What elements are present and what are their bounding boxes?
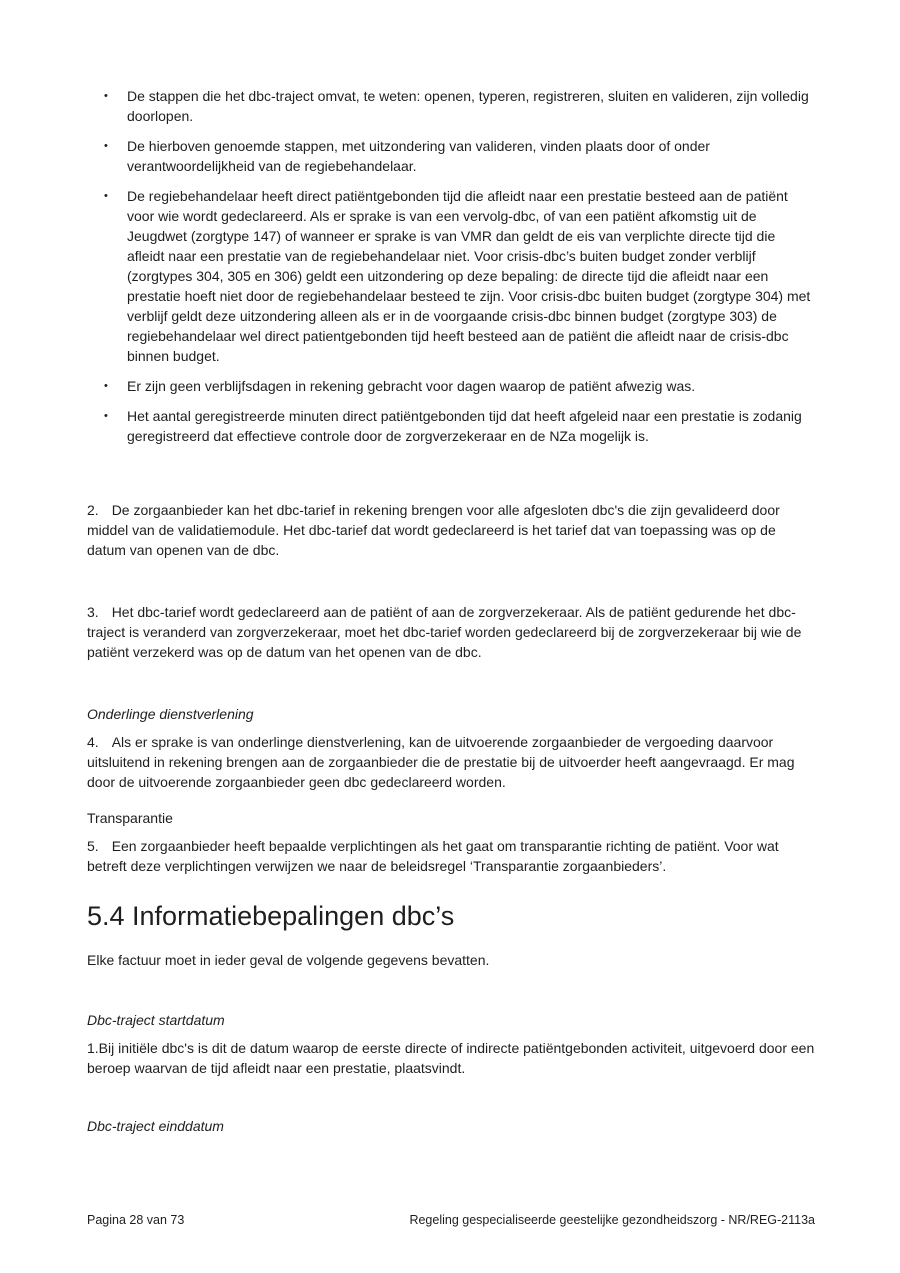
bullet-text: De regiebehandelaar heeft direct patiëntgebonden tijd die afleidt naar een prestatie besteed aan de patiënt voor wie wordt gedeclareerd. Als er sprake is van een vervolg-dbc, of van een patiënt afkomstig uit de Jeugdwet (zorgtype 147) of wanneer er sprake is van VMR dan geldt de eis van verplichte directe tijd die afleidt naar een prestatie van de regiebehandelaar niet. Voor crisis-dbc’s buiten budget zonder verblijf (zorgtypes 304, 305 en 306) geldt een uitzondering op deze bepaling: de directe tijd die afleidt naar een prestatie hoeft niet door de regiebehandelaar besteed te zijn. Voor crisis-dbc buiten budget (zorgtype 304) met verblijf geldt deze uitzondering alleen als er in de voorgaande crisis-dbc binnen budget (zorgtype 303) de regiebehandelaar wel direct patientgebonden tijd heeft besteed aan de patiënt die afleidt naar de crisis-dbc binnen budget. bbox=[127, 188, 811, 364]
bullet-list bbox=[87, 86, 815, 446]
subheading-onderlinge-dienstverlening: Onderlinge dienstverlening bbox=[87, 706, 254, 722]
paragraph-text: Een zorgaanbieder heeft bepaalde verplichtingen als het gaat om transparantie richting de patiënt. Voor wat betreft deze verplichtingen verwijzen we naar de beleidsregel ‘Transparantie zorgaanbieders’. bbox=[87, 838, 779, 874]
subheading-dbc-traject-startdatum: Dbc-traject startdatum bbox=[87, 1012, 225, 1028]
intro-paragraph: Elke factuur moet in ieder geval de volgende gegevens bevatten. bbox=[87, 952, 490, 968]
paragraph-number: 2. bbox=[87, 502, 99, 518]
paragraph-4 bbox=[87, 732, 815, 792]
list-item bbox=[87, 376, 815, 396]
bullet-icon: • bbox=[104, 190, 108, 202]
page-number-label: Pagina 28 van 73 bbox=[87, 1213, 185, 1227]
page-footer bbox=[87, 1212, 815, 1228]
paragraph-5 bbox=[87, 836, 815, 876]
bullet-icon: • bbox=[104, 90, 108, 102]
section-heading: 5.4 Informatiebepalingen dbc’s bbox=[87, 901, 455, 931]
list-item bbox=[87, 406, 815, 446]
paragraph-number: 3. bbox=[87, 604, 99, 620]
paragraph-number: 5. bbox=[87, 838, 99, 854]
bullet-icon: • bbox=[104, 410, 108, 422]
list-item bbox=[87, 186, 815, 366]
bullet-icon: • bbox=[104, 140, 108, 152]
bullet-text: Het aantal geregistreerde minuten direct patiëntgebonden tijd dat heeft afgeleid naar een prestatie is zodanig geregistreerd dat effectieve controle door de zorgverzekeraar en de NZa mogelijk is. bbox=[127, 408, 802, 444]
bullet-icon: • bbox=[104, 380, 108, 392]
paragraph-3 bbox=[87, 602, 815, 662]
paragraph-2 bbox=[87, 500, 815, 560]
paragraph-text: Als er sprake is van onderlinge dienstverlening, kan de uitvoerende zorgaanbieder de vergoeding daarvoor uitsluitend in rekening brengen aan de zorgaanbieder die de prestatie bij de uitvoerder heeft aangevraagd. Er mag door de uitvoerende zorgaanbieder geen dbc gedeclareerd worden. bbox=[87, 734, 795, 790]
subheading-dbc-traject-einddatum: Dbc-traject einddatum bbox=[87, 1118, 224, 1134]
paragraph-number: 4. bbox=[87, 734, 99, 750]
paragraph-text: De zorgaanbieder kan het dbc-tarief in rekening brengen voor alle afgesloten dbc's die zijn gevalideerd door middel van de validatiemodule. Het dbc-tarief dat wordt gedeclareerd is het tarief dat van toepassing was op de datum van openen van de dbc. bbox=[87, 502, 780, 558]
bullet-text: De stappen die het dbc-traject omvat, te weten: openen, typeren, registreren, sluiten en valideren, zijn volledig doorlopen. bbox=[127, 88, 809, 124]
document-reference: Regeling gespecialiseerde geestelijke gezondheidszorg - NR/REG-2113a bbox=[409, 1213, 815, 1227]
bullet-text: Er zijn geen verblijfsdagen in rekening gebracht voor dagen waarop de patiënt afwezig was. bbox=[127, 378, 696, 394]
paragraph-text: Het dbc-tarief wordt gedeclareerd aan de patiënt of aan de zorgverzekeraar. Als de patiënt gedurende het dbc-traject is veranderd van zorgverzekeraar, moet het dbc-tarief worden gedeclareerd bij de zorgverzekeraar bij wie de patiënt verzekerd was op de datum van het openen van de dbc. bbox=[87, 604, 802, 660]
bullet-text: De hierboven genoemde stappen, met uitzondering van valideren, vinden plaats door of onder verantwoordelijkheid van de regiebehandelaar. bbox=[127, 138, 710, 174]
list-item bbox=[87, 136, 815, 176]
paragraph-startdatum: 1.Bij initiële dbc's is dit de datum waarop de eerste directe of indirecte patiëntgebonden activiteit, uitgevoerd door een beroep waarvan de tijd afleidt naar een prestatie, plaatsvindt. bbox=[87, 1040, 815, 1076]
list-item bbox=[87, 86, 815, 126]
subheading-transparantie: Transparantie bbox=[87, 810, 173, 826]
